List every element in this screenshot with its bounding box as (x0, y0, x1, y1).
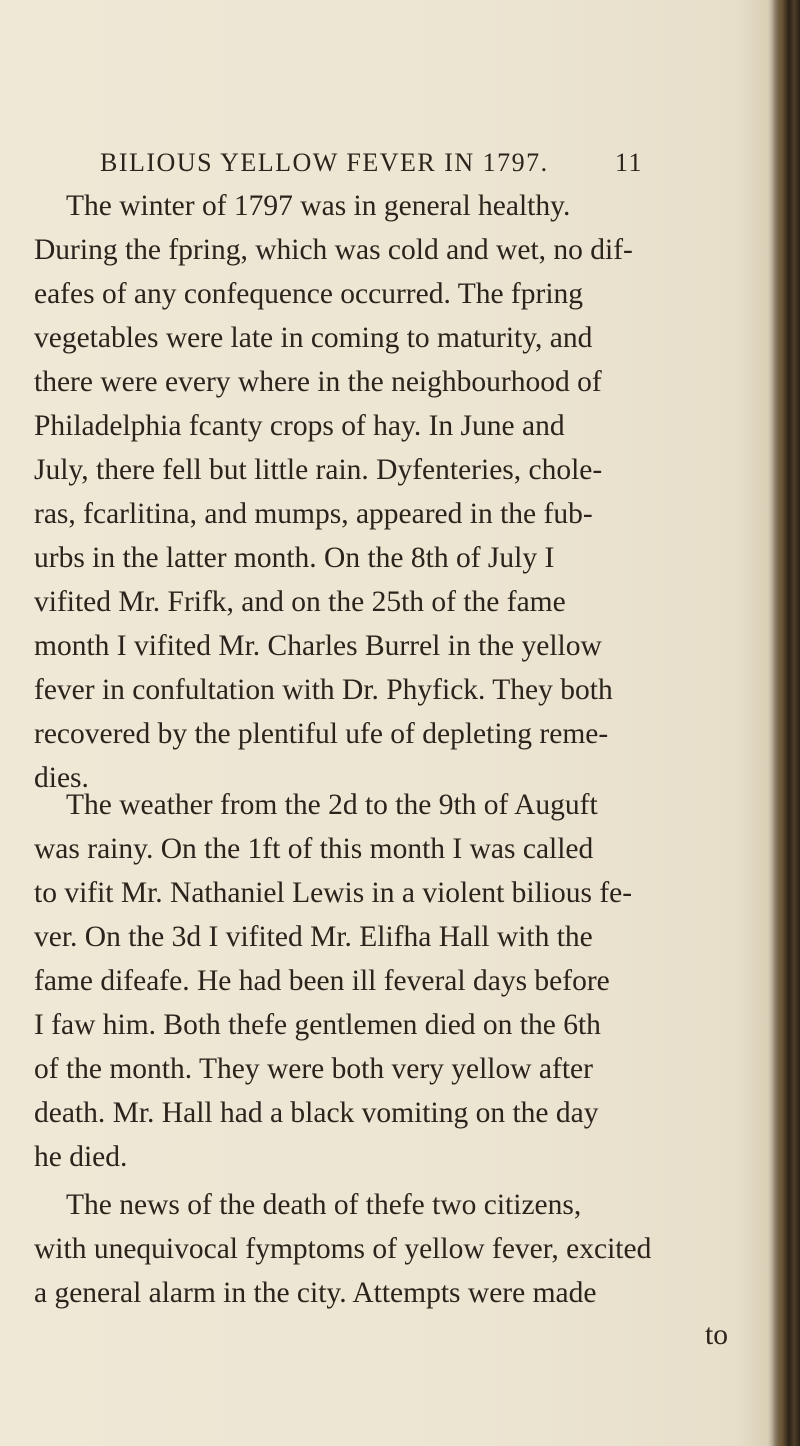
text-line: The weather from the 2d to the 9th of Auguft (66, 789, 598, 821)
text-line: eafes of any confequence occurred. The fpring (34, 278, 584, 310)
text-line: he died. (34, 1141, 128, 1173)
paragraph-1 (34, 184, 764, 800)
text-line: with unequivocal fymptoms of yellow fever, excited (34, 1233, 652, 1265)
text-line: of the month. They were both very yellow after (34, 1053, 593, 1085)
text-line: Philadelphia fcanty crops of hay. In June and (34, 410, 565, 442)
text-line: vifited Mr. Frifk, and on the 25th of the fame (34, 586, 566, 618)
text-line: ras, fcarlitina, and mumps, appeared in the fub- (34, 498, 593, 530)
text-line: ver. On the 3d I vifited Mr. Elifha Hall with the (34, 921, 593, 953)
page-gutter-shadow (772, 0, 800, 1446)
running-head-title: BILIOUS YELLOW FEVER IN 1797. (100, 148, 549, 177)
text-line: to vifit Mr. Nathaniel Lewis in a violent bilious fe- (34, 877, 633, 909)
text-line: vegetables were late in coming to maturity, and (34, 322, 593, 354)
paragraph-3 (34, 1183, 764, 1315)
text-line: dies. (34, 762, 89, 794)
text-line: recovered by the plentiful ufe of depleting reme- (34, 718, 609, 750)
text-line: a general alarm in the city. Attempts were made (34, 1277, 597, 1309)
text-line: there were every where in the neighbourhood of (34, 366, 602, 398)
text-line: The winter of 1797 was in general healthy. (66, 190, 571, 222)
text-line: urbs in the latter month. On the 8th of July I (34, 542, 555, 574)
text-line: month I vifited Mr. Charles Burrel in the yellow (34, 630, 602, 662)
text-line: July, there fell but little rain. Dyfenteries, chole- (34, 454, 603, 486)
text-line: The news of the death of thefe two citizens, (66, 1189, 582, 1221)
text-line: death. Mr. Hall had a black vomiting on the day (34, 1097, 599, 1129)
text-line: fever in confultation with Dr. Phyfick. They both (34, 674, 613, 706)
catchword: to (705, 1319, 728, 1351)
text-line: I faw him. Both thefe gentlemen died on the 6th (34, 1009, 601, 1041)
page-number: 11 (615, 148, 644, 177)
paragraph-2 (34, 783, 764, 1179)
running-head (100, 148, 780, 180)
text-line: During the fpring, which was cold and wet, no dif- (34, 234, 633, 266)
text-line: was rainy. On the 1ft of this month I was called (34, 833, 594, 865)
text-line: fame difeafe. He had been ill feveral days before (34, 965, 610, 997)
